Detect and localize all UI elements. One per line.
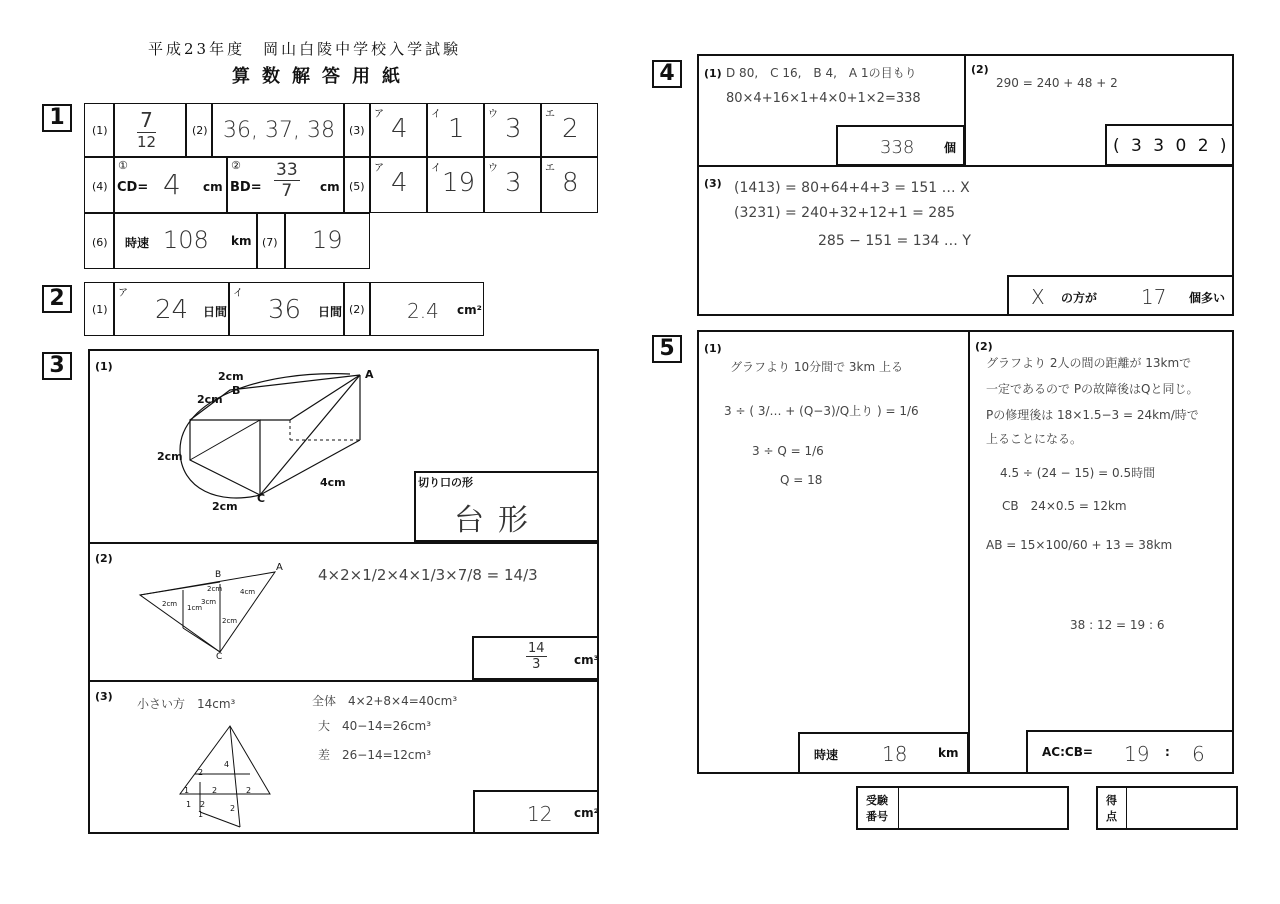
s3-divider-2 [88,680,599,682]
s1-q4-bd-denominator: 7 [281,181,293,201]
s3-q3-label: (3) [95,690,113,703]
s2-q1-i-value: 36 [268,295,302,325]
s5-q2-v1: 19 [1124,742,1150,766]
score-label-2: 点 [1106,810,1117,823]
s3-q3-fig-f6: 1 [186,800,192,809]
s1-q3-kata-1: ア [374,109,384,120]
s4-q3-letter: X [1031,285,1045,309]
s4-q1-label: (1) [704,67,722,80]
s3-q1-shape-box[interactable] [414,471,599,542]
s1-q2-label: (2) [192,124,208,137]
s2-q1-label-cell [84,282,114,336]
s2-q1-i-kata: イ [233,288,243,299]
s1-q1-answer[interactable] [114,103,186,157]
s2-q1-a-answer[interactable] [114,282,229,336]
s5-q2-label: (2) [975,340,993,353]
s3-q2-fig-d5: 2cm [207,585,223,593]
s3-q1-fig-a: A [365,368,374,381]
s2-q1-a-kata: ア [118,288,128,299]
s1-q5-kata-3: ウ [488,163,498,174]
s3-q2-label: (2) [95,552,113,565]
s5-q2-n5: 4.5 ÷ (24 − 15) = 0.5時間 [1000,466,1156,480]
s5-q2-n7: AB = 15×100/60 + 13 = 38km [986,538,1173,552]
s3-q3-fig-f9: 1 [198,810,204,819]
s3-q2-answer[interactable] [472,636,599,680]
s4-q3-suffix: 個多い [1189,291,1226,305]
s3-q3-fig-f4: 2 [212,786,218,795]
s1-q6-value: 108 [163,226,209,254]
s5-divider-v [968,330,970,774]
s1-q3-label-cell [344,103,370,157]
s3-q3-note4: 差 26−14=12cm³ [318,748,432,762]
s4-q3-w2: (3231) = 240+32+12+1 = 285 [734,205,955,221]
s4-q2-work: 290 = 240 + 48 + 2 [996,76,1118,90]
s4-q1-unit: 個 [944,141,957,155]
s4-q3-w1: (1413) = 80+64+4+3 = 151 … X [734,180,970,196]
s4-q3-label: (3) [704,177,722,190]
s1-q4-bd-fraction [274,160,300,201]
s5-q2-answer[interactable] [1026,730,1234,774]
s1-q3-value-4: 2 [562,114,579,144]
s4-q3-answer[interactable] [1007,275,1234,316]
s1-q2-label-cell [186,103,212,157]
s1-q2-value: 36, 37, 38 [223,118,335,143]
s5-q2-n4: 上ることになる。 [986,432,1083,446]
s1-q4-bd-numerator: 33 [276,160,298,180]
s1-q4-bd-unit: cm [320,180,340,194]
s2-q1-a-unit: 日間 [203,305,228,319]
s3-q3-fig-f2: 4 [224,760,230,769]
s1-q3-value-2: 1 [448,114,465,144]
s3-q3-fig-f5: 2 [246,786,252,795]
s1-q5-answer-1[interactable] [370,157,427,213]
s5-q1-work2: 3 ÷ Q = 1/6 [752,444,824,458]
s3-q1-shape-value: 台形 [454,503,542,538]
s1-q4-sub2: ② [231,159,241,172]
exam-number-label-2: 番号 [866,810,888,823]
s1-q5-kata-1: ア [374,163,384,174]
s3-q2-line-4 [183,628,220,652]
s3-q3-note1: 小さい方 14cm³ [137,697,236,711]
s3-q3-figure [170,722,280,832]
section-4-number: 4 [652,60,682,88]
score-divider [1126,788,1127,828]
s3-q3-answer[interactable] [473,790,599,834]
s1-q6-label: (6) [92,236,108,249]
s2-q2-label-cell [344,282,370,336]
s3-q3-fig-f3: 1 [184,786,190,795]
sheet-title: 算数解答用紙 [232,66,412,87]
s5-q1-unit: km [938,746,959,760]
s5-q2-n6: CB 24×0.5 = 12km [1002,499,1127,513]
s3-q1-front-face [190,420,260,495]
s4-q2-label: (2) [971,63,989,76]
s3-q1-fig-d4: 2cm [212,500,238,513]
s4-q3-mid: の方が [1061,291,1098,305]
s1-q3-label: (3) [349,124,365,137]
s1-q3-value-3: 3 [505,114,522,144]
s1-q3-answer-3[interactable] [484,103,541,157]
s3-q1-shape-label: 切り口の形 [418,476,473,489]
s1-q3-answer-2[interactable] [427,103,484,157]
s3-q2-fig-d1: 2cm [162,600,178,608]
s5-q1-work3: Q = 18 [780,473,823,487]
s3-q1-fig-d5: 4cm [320,476,346,489]
s3-q2-fig-b: B [215,570,222,580]
s2-q1-label: (1) [92,303,108,316]
s1-q4-label: (4) [92,180,108,193]
s3-q1-figure [150,360,390,520]
s1-q5-answer-4[interactable] [541,157,598,213]
s5-q1-label: (1) [704,342,722,355]
s1-q4-sub1: ① [118,159,128,172]
s1-q3-kata-4: エ [545,109,555,120]
section-5-number: 5 [652,335,682,363]
s3-q2-fig-a: A [276,562,283,573]
s4-q3-number: 17 [1141,285,1167,309]
section-1-number: 1 [42,104,72,132]
s3-q3-fig-f8: 2 [230,804,236,813]
s1-q3-kata-2: イ [431,109,441,120]
s4-q2-value: ( 3 3 0 2 ) [1113,136,1230,156]
s5-q1-note1: グラフより 10分間で 3km 上る [730,360,903,374]
s5-q1-answer[interactable] [798,732,969,774]
s3-q3-value: 12 [527,802,553,826]
s1-q4-bd-label: BD= [230,180,262,195]
s3-q3-fig-f1: 2 [198,768,204,777]
s1-q6-label-cell [84,213,114,269]
section-2-number: 2 [42,285,72,313]
s3-q1-fig-d2: 2cm [197,393,223,406]
s1-q5-value-3: 3 [505,168,522,198]
s3-q2-unit: cm³ [574,653,599,667]
s1-q4-cd-label: CD= [117,180,149,195]
s1-q6-prefix: 時速 [125,236,150,250]
s3-q1-label: (1) [95,360,113,373]
s5-q2-v2: 6 [1192,742,1205,766]
s1-q5-value-4: 8 [562,168,579,198]
s1-q4-cd-answer[interactable] [114,157,227,213]
s1-q7-answer[interactable] [285,213,370,269]
s5-q1-work1: 3 ÷ ( 3/… + (Q−3)/Q上り ) = 1/6 [724,404,919,418]
s1-q2-answer[interactable] [212,103,344,157]
s1-q3-answer-1[interactable] [370,103,427,157]
score-label-1: 得 [1106,794,1117,807]
s5-q1-value: 18 [882,742,908,766]
s1-q1-label: (1) [92,124,108,137]
s3-q1-fig-b: B [232,384,241,397]
s3-q2-fig-c: C [216,652,223,662]
exam-number-label-1: 受験 [866,794,888,807]
s4-q1-work: 80×4+16×1+4×0+1×2=338 [726,91,921,106]
s4-q1-answer[interactable] [836,125,965,166]
s3-q1-fig-c: C [257,492,266,505]
s1-q4-cd-value: 4 [163,168,181,201]
s1-q5-value-2: 19 [442,168,476,198]
s3-q3-fig-f7: 2 [200,800,206,809]
s3-q2-fraction [526,641,547,672]
s5-q2-colon: : [1165,745,1170,759]
s1-q1-denominator: 12 [137,133,157,151]
s3-q2-fig-d4: 2cm [222,617,238,625]
s1-q5-label: (5) [349,180,365,193]
s1-q7-label-cell [257,213,285,269]
s3-q2-fig-d6: 3cm [201,598,217,606]
s1-q1-label-cell [84,103,114,157]
s2-q2-value: 2.4 [407,299,439,323]
s5-q2-n2: 一定であるので Pの故障後はQと同じ。 [986,382,1199,396]
s5-q1-prefix: 時速 [814,748,839,762]
s3-divider-1 [88,542,599,544]
s5-q2-n1: グラフより 2人の間の距離が 13kmで [986,356,1192,370]
s3-q2-fig-d3: 4cm [240,588,256,596]
s1-q5-kata-2: イ [431,163,441,174]
s1-q5-label-cell [344,157,370,213]
s3-q2-numerator: 14 [528,641,545,656]
s2-q2-label: (2) [349,303,365,316]
s1-q1-fraction [137,108,156,151]
s1-q1-numerator: 7 [137,108,156,133]
s1-q6-answer[interactable] [114,213,257,269]
s2-q1-i-unit: 日間 [318,305,343,319]
s4-q1-value: 338 [880,137,915,158]
s3-q2-denominator: 3 [532,657,541,672]
section-3-number: 3 [42,352,72,380]
s4-q3-w3: 285 − 151 = 134 … Y [818,233,971,249]
s3-q2-work: 4×2×1/2×4×1/3×7/8 = 14/3 [318,566,538,584]
exam-number-box[interactable] [856,786,1069,830]
s3-q1-fig-d1: 2cm [218,370,244,383]
exam-title: 平成23年度 岡山白陵中学校入学試験 [148,40,462,58]
s1-q7-value: 19 [312,226,343,254]
s3-q3-unit: cm² [574,806,599,820]
s1-q7-label: (7) [262,236,278,249]
s3-q3-note3: 大 40−14=26cm³ [318,719,432,733]
s3-q3-note2: 全体 4×2+8×4=40cm³ [312,694,458,708]
s1-q4-cd-unit: cm [203,180,223,194]
s5-q2-n3: Pの修理後は 18×1.5−3 = 24km/時で [986,408,1199,422]
s2-q1-i-answer[interactable] [229,282,344,336]
s1-q3-value-1: 4 [391,114,408,144]
s3-q2-fig-d2: 1cm [187,604,203,612]
s4-q1-note1: D 80, C 16, B 4, A 1の目もり [726,66,917,80]
s2-q1-a-value: 24 [155,295,189,325]
s1-q5-kata-4: エ [545,163,555,174]
exam-number-divider [898,788,899,828]
s2-q2-answer[interactable] [370,282,484,336]
s1-q3-answer-4[interactable] [541,103,598,157]
s3-q1-fig-d3: 2cm [157,450,183,463]
s4-q2-answer[interactable] [1105,124,1234,166]
score-box[interactable] [1096,786,1238,830]
s3-q1-diagonal [190,420,260,460]
s1-q5-value-1: 4 [391,168,408,198]
s3-q3-line-4 [200,812,240,827]
s1-q4-bd-answer[interactable] [227,157,344,213]
s5-q2-n8: 38 : 12 = 19 : 6 [1070,618,1165,632]
s1-q6-unit: km [231,234,252,248]
s1-q3-kata-3: ウ [488,109,498,120]
s1-q5-answer-2[interactable] [427,157,484,213]
s1-q4-label-cell [84,157,114,213]
s5-q2-prefix: AC:CB= [1042,745,1093,759]
s2-q2-unit: cm² [457,303,482,317]
s1-q5-answer-3[interactable] [484,157,541,213]
